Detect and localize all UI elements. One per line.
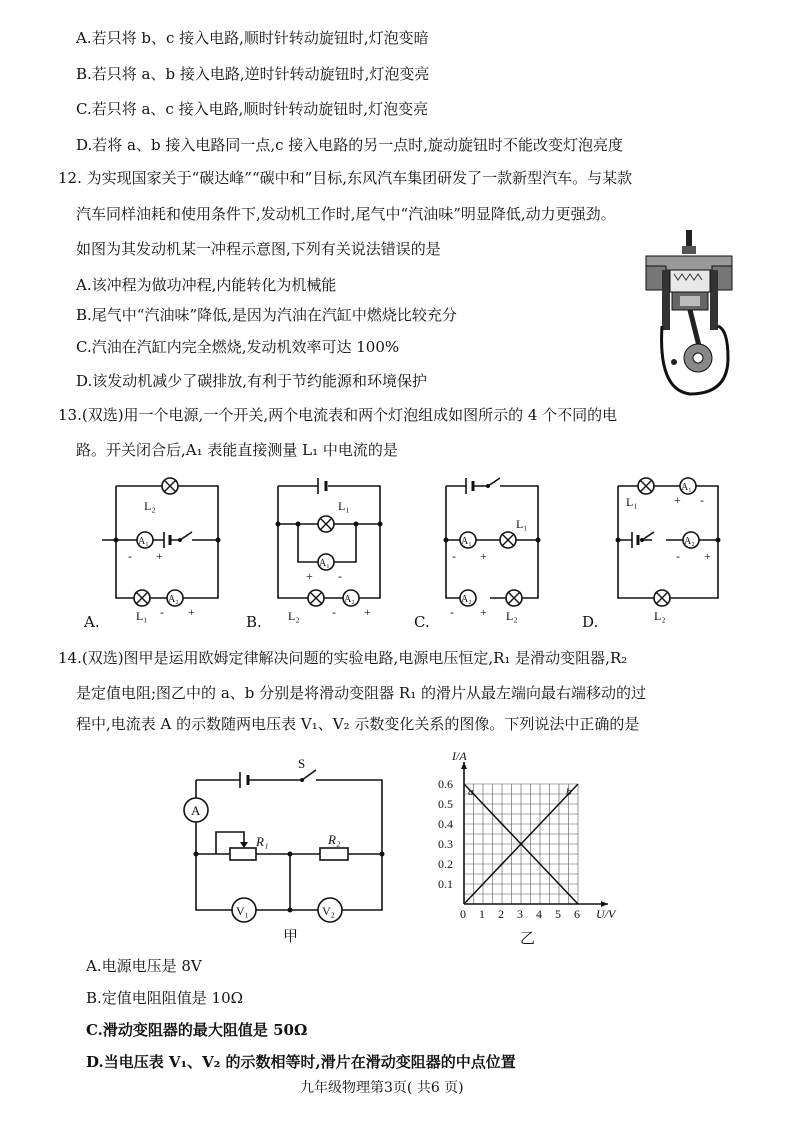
svg-text:L₁: L₁ [626, 495, 638, 509]
series-label-a: a [468, 786, 474, 798]
x-tick-label: 2 [498, 907, 504, 921]
svg-text:+: + [674, 493, 681, 507]
circuit-label-d: D. [582, 613, 599, 631]
svg-text:L₂: L₂ [144, 499, 156, 513]
svg-text:A₂: A₂ [684, 536, 695, 547]
svg-text:A: A [191, 803, 201, 818]
q11-option-b: B.若只将 a、b 接入电路,逆时针转动旋钮时,灯泡变亮 [76, 65, 430, 83]
svg-text:A₁: A₁ [461, 536, 472, 547]
circuit-d [596, 470, 746, 630]
rheostat-r1 [230, 848, 256, 860]
svg-text:A₂: A₂ [461, 594, 472, 605]
svg-text:A₁: A₁ [319, 558, 330, 569]
q13-stem-1: 13.(双选)用一个电源,一个开关,两个电流表和两个灯泡组成如图所示的 4 个不同的电 [58, 406, 618, 424]
resistor-r2 [320, 848, 348, 860]
series-label-b: b [566, 786, 572, 798]
q12-stem-3: 如图为其发动机某一冲程示意图,下列有关说法错误的是 [76, 240, 441, 258]
svg-text:S: S [298, 756, 306, 771]
q12-stem-1: 12. 为实现国家关于“碳达峰”“碳中和”目标,东风汽车集团研发了一款新型汽车。与某款 [58, 169, 633, 187]
y-tick-label: 0.6 [438, 777, 453, 791]
svg-text:+: + [480, 549, 487, 563]
caption-jia: 甲 [283, 927, 299, 945]
x-tick-label: 3 [517, 907, 523, 921]
engine-diagram [640, 230, 740, 400]
circuit-b [258, 470, 408, 630]
q14-option-d: D.当电压表 V₁、V₂ 的示数相等时,滑片在滑动变阻器的中点位置 [86, 1053, 516, 1071]
svg-text:+: + [188, 605, 195, 619]
svg-text:-: - [128, 549, 132, 563]
svg-text:-: - [450, 605, 454, 619]
svg-text:+: + [704, 549, 711, 563]
circuit-a [80, 470, 230, 630]
y-tick-label: 0.3 [438, 837, 453, 851]
y-axis-label: I/A [452, 749, 467, 763]
circuit-label-a: A. [84, 613, 100, 631]
q12-option-d: D.该发动机减少了碳排放,有利于节约能源和环境保护 [76, 372, 428, 390]
svg-text:A₂: A₂ [168, 594, 179, 605]
q12-option-a: A.该冲程为做功冲程,内能转化为机械能 [76, 276, 337, 294]
q14-stem-2: 是定值电阻;图乙中的 a、b 分别是将滑动变阻器 R₁ 的滑片从最左端向最右端移动的过 [76, 684, 646, 702]
circuit-label-b: B. [246, 613, 262, 631]
q11-option-a: A.若只将 b、c 接入电路,顺时针转动旋钮时,灯泡变暗 [76, 29, 429, 47]
svg-text:+: + [306, 569, 313, 583]
svg-text:-: - [160, 605, 164, 619]
svg-text:+: + [156, 549, 163, 563]
q14-stem-1: 14.(双选)图甲是运用欧姆定律解决问题的实验电路,电源电压恒定,R₁ 是滑动变阻器,R₂ [58, 649, 628, 667]
q13-stem-2: 路。开关闭合后,A₁ 表能直接测量 L₁ 中电流的是 [76, 441, 398, 459]
svg-text:L₂: L₂ [654, 609, 666, 623]
q14-option-b: B.定值电阻阻值是 10Ω [86, 989, 244, 1007]
svg-text:R₁: R₁ [256, 834, 269, 849]
svg-text:L₁: L₁ [516, 517, 528, 531]
y-tick-label: 0.4 [438, 817, 453, 831]
svg-text:L₁: L₁ [338, 499, 350, 513]
circuit-c [428, 470, 578, 630]
svg-text:V₁: V₁ [236, 904, 249, 918]
svg-text:-: - [700, 493, 704, 507]
q12-option-b: B.尾气中“汽油味”降低,是因为汽油在汽缸中燃烧比较充分 [76, 306, 457, 324]
y-axis-arrow [461, 762, 467, 769]
svg-text:L₁: L₁ [136, 609, 148, 623]
svg-text:L₂: L₂ [506, 609, 518, 623]
svg-text:L₂: L₂ [288, 609, 300, 623]
q12-stem-2: 汽车同样油耗和使用条件下,发动机工作时,尾气中“汽油味”明显降低,动力更强劲。 [76, 205, 616, 223]
q11-option-c: C.若只将 a、c 接入电路,顺时针转动旋钮时,灯泡变亮 [76, 100, 429, 118]
svg-text:R₂: R₂ [328, 832, 341, 847]
q12-option-c: C.汽油在汽缸内完全燃烧,发动机效率可达 100% [76, 338, 400, 356]
svg-text:+: + [364, 605, 371, 619]
experiment-circuit [170, 756, 400, 950]
svg-text:A₂: A₂ [344, 594, 355, 605]
x-tick-label: 0 [460, 907, 466, 921]
svg-text:-: - [338, 569, 342, 583]
q14-option-a: A.电源电压是 8V [86, 957, 202, 975]
svg-text:A₁: A₁ [138, 536, 149, 547]
svg-text:-: - [676, 549, 680, 563]
y-tick-label: 0.5 [438, 797, 453, 811]
x-tick-label: 6 [574, 907, 580, 921]
svg-text:V₂: V₂ [322, 904, 335, 918]
q11-option-d: D.若将 a、b 接入电路同一点,c 接入电路的另一点时,旋动旋钮时不能改变灯泡亮度 [76, 136, 624, 154]
page-footer: 九年级物理第3页( 共6 页) [300, 1080, 464, 1096]
svg-text:+: + [480, 605, 487, 619]
x-tick-label: 5 [555, 907, 561, 921]
svg-text:-: - [452, 549, 456, 563]
q14-stem-3: 程中,电流表 A 的示数随两电压表 V₁、V₂ 示数变化关系的图像。下列说法中正确的是 [76, 715, 640, 733]
q14-option-c: C.滑动变阻器的最大阻值是 50Ω [86, 1021, 308, 1039]
x-tick-label: 1 [479, 907, 485, 921]
circuit-label-c: C. [414, 613, 430, 631]
x-axis-label: U/V [596, 907, 616, 921]
x-tick-label: 4 [536, 907, 542, 921]
svg-text:A₁: A₁ [681, 482, 692, 493]
y-tick-label: 0.1 [438, 877, 453, 891]
iu-chart [420, 742, 620, 942]
svg-text:-: - [332, 605, 336, 619]
caption-yi: 乙 [520, 929, 536, 947]
y-tick-label: 0.2 [438, 857, 453, 871]
